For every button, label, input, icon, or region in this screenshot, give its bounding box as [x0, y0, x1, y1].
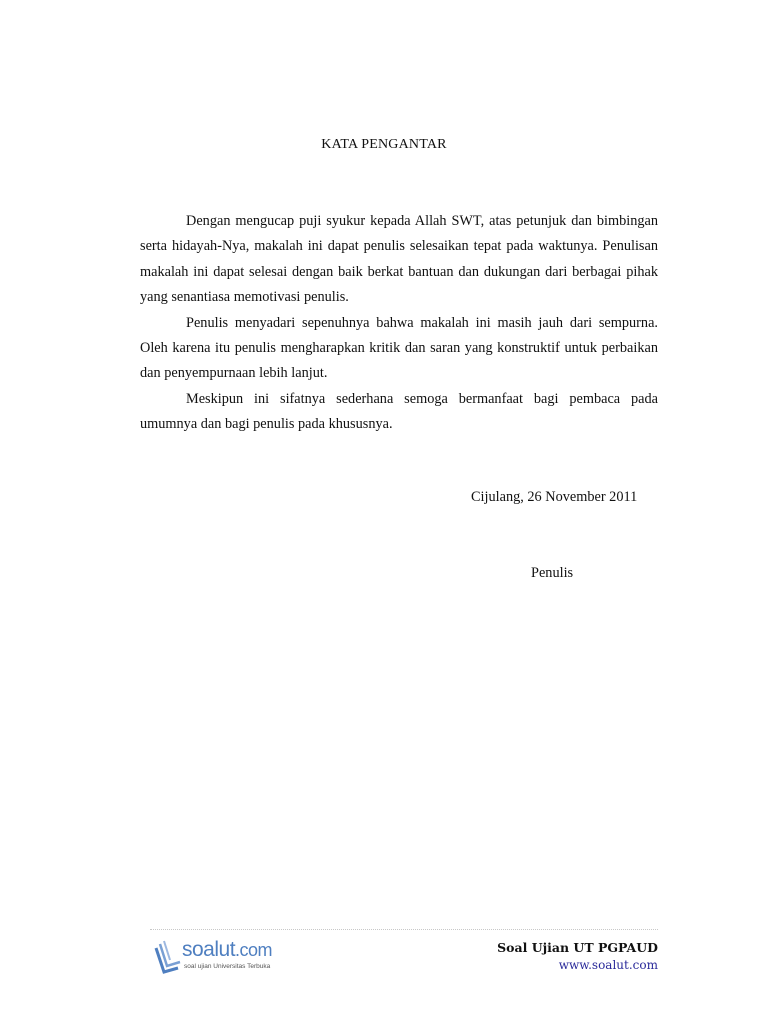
logo-tagline: soal ujian Universitas Terbuka: [184, 963, 271, 970]
document-title: KATA PENGANTAR: [321, 137, 447, 152]
footer-url[interactable]: www.soalut.com: [558, 958, 658, 972]
footer-title: Soal Ujian UT PGPAUD: [497, 940, 658, 955]
logo-text: soalut: [182, 938, 236, 961]
paragraph: Dengan mengucap puji syukur kepada Allah SWT, atas petunjuk dan bimbingan serta hidayah-Nya, makalah ini dapat penulis selesaikan tepat pada waktunya. Penulisan makalah ini dapat selesai dengan baik berkat bantuan dan dukungan dari berbagai pihak yang senantiasa memotivasi penulis.: [140, 213, 658, 306]
book-icon: [152, 938, 182, 976]
place-date: Cijulang, 26 November 2011: [471, 489, 638, 505]
logo-domain: .com: [235, 940, 273, 960]
soalut-logo: [152, 938, 292, 978]
author-signature: Penulis: [531, 565, 574, 581]
document-body: [140, 209, 658, 438]
paragraph: Penulis menyadari sepenuhnya bahwa makalah ini masih jauh dari sempurna. Oleh karena itu penulis mengharapkan kritik dan saran yang konstruktif untuk perbaikan dan penyempurnaan lebih lanjut.: [140, 314, 658, 382]
footer-divider: [150, 929, 658, 930]
paragraph: Meskipun ini sifatnya sederhana semoga bermanfaat bagi pembaca pada umumnya dan bagi penulis pada khususnya.: [140, 390, 658, 433]
